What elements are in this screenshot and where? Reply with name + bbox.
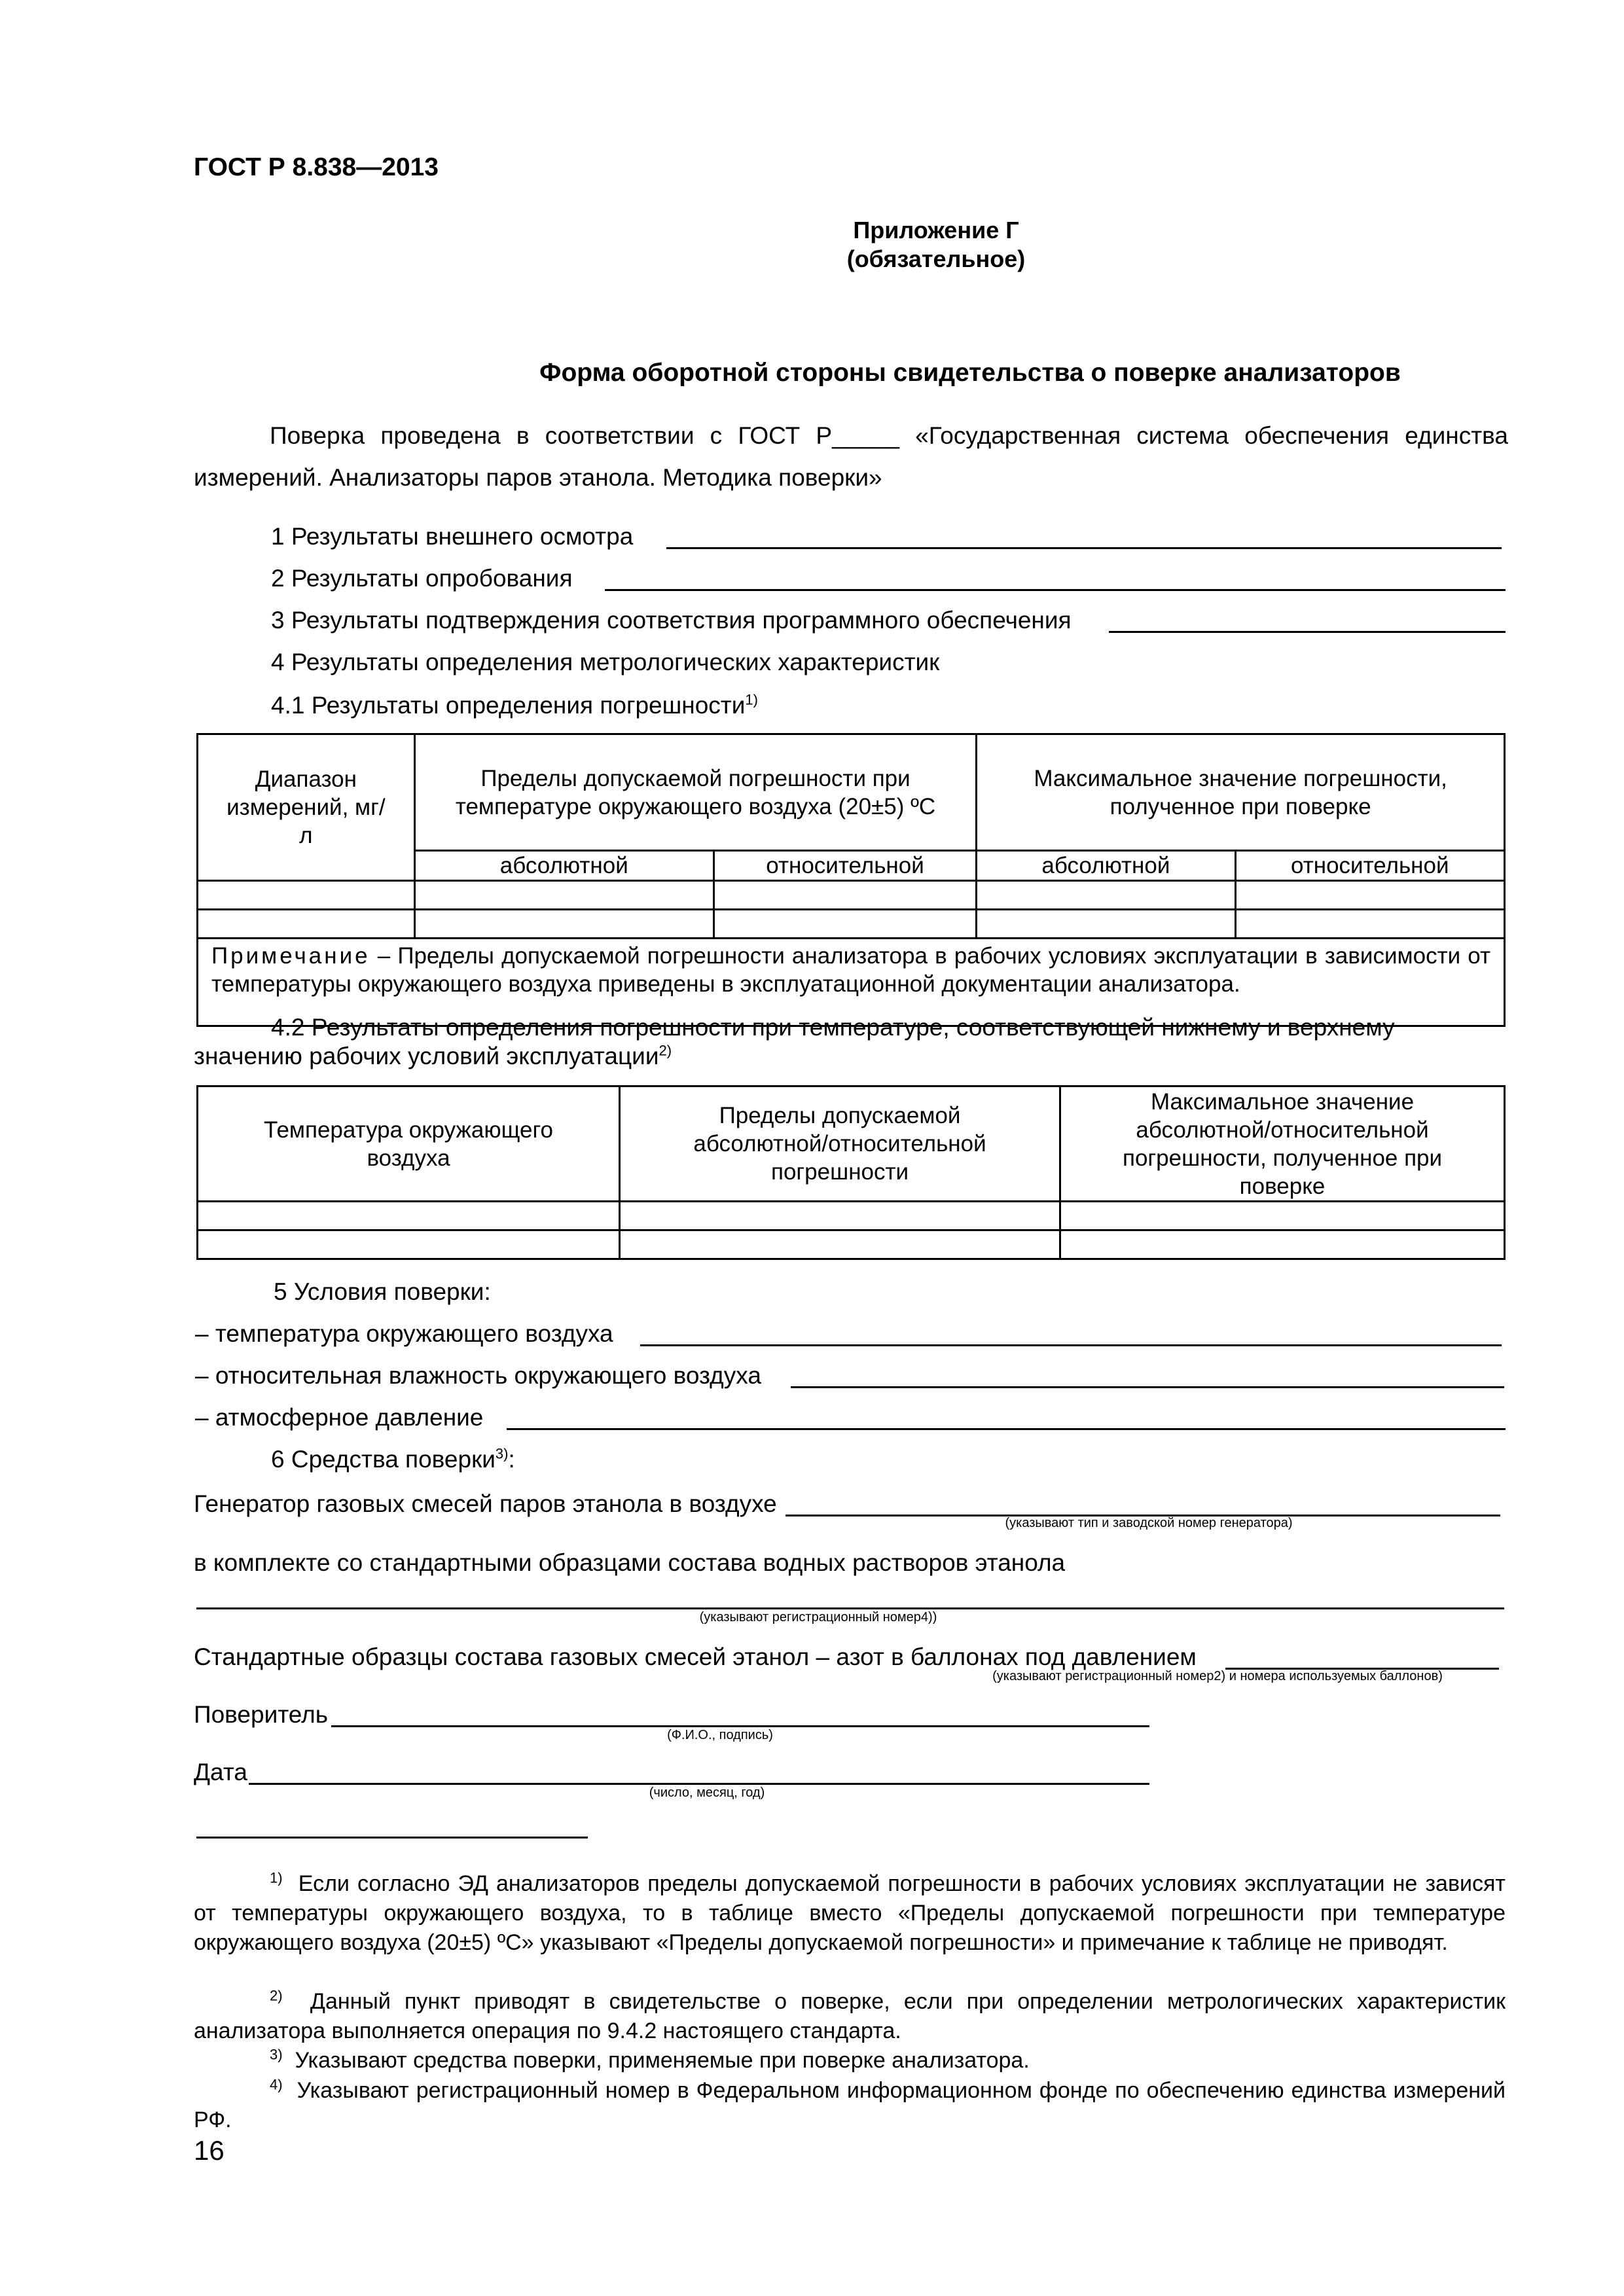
table-cell [977,881,1235,910]
footnote-2 [194,1987,1506,2046]
verifier-label: Поверитель [194,1701,328,1728]
table-cell [620,1230,1060,1259]
table-row [198,910,1505,939]
verifier-line [331,1725,1149,1727]
note-label: Примечание [211,943,370,969]
item-3-line [1109,631,1506,633]
form-title: Форма оборотной стороны свидетельства о поверке анализаторов [539,359,1401,387]
table-row [198,1202,1505,1230]
footnote-ref-2: 2) [659,1042,672,1059]
footnote-3 [194,2046,1506,2075]
subheader-relative: относительной [713,851,976,881]
table-cell [414,910,713,939]
footnote-3-text: Указывают средства поверки, применяемые при поверке анализатора. [295,2048,1030,2073]
condition-pressure-line [507,1428,1506,1430]
document-header: ГОСТ Р 8.838—2013 [194,153,439,181]
temperature-error-table [196,1085,1506,1260]
table-cell [198,881,415,910]
item-1-label: 1 Результаты внешнего осмотра [271,523,634,550]
header-max-value: Максимальное значение абсолютной/относительной погрешности, полученное при поверке [1060,1086,1505,1202]
header-max-value: Максимальное значение погрешности, полученное при поверке [977,734,1505,851]
intro-line-2: измерений. Анализаторы паров этанола. Методика поверки» [194,464,882,491]
table-cell [1060,1230,1505,1259]
footnote-1-mark: 1) [270,1869,283,1886]
date-line [249,1783,1149,1785]
table-cell [198,910,415,939]
table-row [198,881,1505,910]
footnote-2-text: Данный пункт приводят в свидетельстве о поверке, если при определении метрологических характеристик анализатора выполняется операция по 9.4.2 настоящего стандарта. [194,1989,1506,2043]
table-cell [1235,881,1504,910]
header-limits: Пределы допускаемой погрешности при температуре окружающего воздуха (20±5) ºС [414,734,977,851]
header-limits: Пределы допускаемой абсолютной/относительной погрешности [620,1086,1060,1202]
note-text: – Пределы допускаемой погрешности анализатора в рабочих условиях эксплуатации в зависимости от температуры окружающего воздуха приведены в эксплуатационной документации анализатора. [211,943,1490,997]
footnote-3-mark: 3) [270,2046,283,2063]
generator-caption: (указывают тип и заводской номер генератора) [1005,1516,1293,1530]
table-cell [713,910,976,939]
footnote-1-text: Если согласно ЭД анализаторов пределы допускаемой погрешности в рабочих условиях эксплуатации не зависят от температуры окружающего воздуха, то в таблице вместо «Пределы допускаемой погрешности при температуре окружающего воздуха (20±5) ºС» указывают «Пределы допускаемой погрешности» и примечание к таблице не приводят. [194,1871,1506,1955]
gas-caption: (указывают регистрационный номер2) и номера используемых баллонов) [992,1669,1443,1683]
complete-label: в комплекте со стандартными образцами состава водных растворов этанола [194,1549,1066,1576]
error-results-table [196,733,1506,1027]
subheader-absolute: абсолютной [414,851,713,881]
subheader-relative: относительной [1235,851,1504,881]
footnote-ref-3: 3) [495,1445,509,1462]
table-cell [414,881,713,910]
item-3-label: 3 Результаты подтверждения соответствия программного обеспечения [271,607,1072,634]
condition-temperature-line [640,1344,1502,1346]
complete-line [196,1607,1504,1609]
condition-humidity-label: – относительная влажность окружающего воздуха [195,1362,761,1389]
table-cell [620,1202,1060,1230]
date-caption: (число, месяц, год) [649,1785,765,1800]
condition-humidity-line [791,1386,1504,1388]
item-4-2-text: значению рабочих условий эксплуатации [194,1043,659,1069]
appendix-status: (обязательное) [846,245,1026,272]
condition-pressure-label: – атмосферное давление [195,1404,484,1431]
table-cell [1235,910,1504,939]
footnote-4-text: Указывают регистрационный номер в Федеральном информационном фонде по обеспечению единства измерений РФ. [194,2078,1506,2132]
header-temperature: Температура окружающего воздуха [198,1086,620,1202]
item-2-label: 2 Результаты опробования [271,565,573,592]
footnote-separator [196,1837,588,1839]
condition-temperature-label: – температура окружающего воздуха [195,1320,613,1347]
table-cell [977,910,1235,939]
conditions-title: 5 Условия поверки: [274,1278,491,1305]
footnote-ref-1: 1) [745,691,758,708]
item-4-2-line-1: 4.2 Результаты определения погрешности при температуре, соответствующей нижнему и верхнему [271,1014,1395,1041]
footnote-4 [194,2076,1506,2135]
gas-label: Стандартные образцы состава газовых смесей этанол – азот в баллонах под давлением [194,1643,1197,1670]
footnote-4-mark: 4) [270,2076,283,2093]
means-title [271,1445,515,1474]
table-cell [198,1230,620,1259]
item-1-line [666,547,1502,549]
page-number: 16 [194,2135,225,2166]
means-title-colon: : [508,1446,515,1473]
means-title-text: 6 Средства поверки [271,1446,496,1473]
item-4-label: 4 Результаты определения метрологических характеристик [271,649,940,675]
item-4-1-text: 4.1 Результаты определения погрешности [271,692,746,719]
item-4-1-label [271,691,758,720]
appendix-title: Приложение Г [853,217,1019,243]
table-row [198,1230,1505,1259]
header-range: Диапазон измерений, мг/л [198,734,415,881]
complete-caption: (указывают регистрационный номер4)) [699,1610,937,1624]
table-cell [1060,1202,1505,1230]
date-label: Дата [194,1759,247,1785]
verifier-caption: (Ф.И.О., подпись) [667,1728,773,1742]
subheader-absolute: абсолютной [977,851,1235,881]
footnote-2-mark: 2) [270,1987,283,2004]
item-2-line [605,589,1506,591]
generator-label: Генератор газовых смесей паров этанола в воздухе [194,1490,777,1517]
table-cell [198,1202,620,1230]
table-cell [713,881,976,910]
footnote-1 [194,1869,1506,1958]
intro-line-1: Поверка проведена в соответствии с ГОСТ Р_____ «Государственная система обеспечения единства [270,422,1508,449]
item-4-2-line-2 [194,1042,672,1071]
